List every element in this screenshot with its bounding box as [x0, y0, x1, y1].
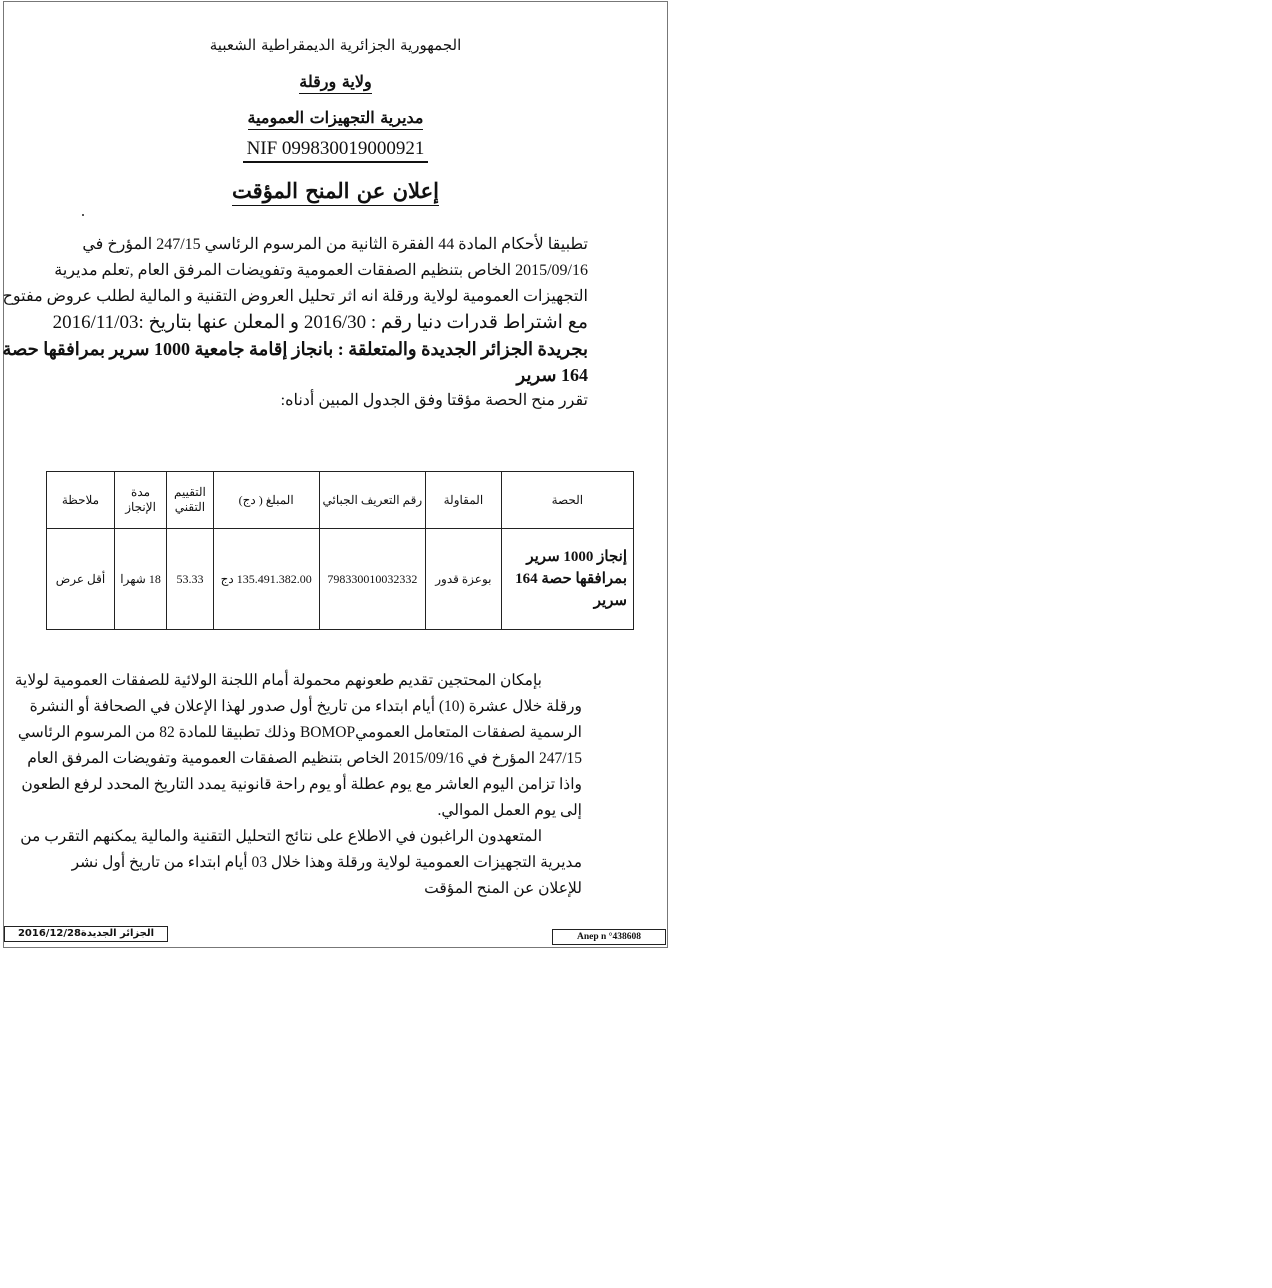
cell-lot: إنجاز 1000 سرير بمرافقها حصة 164 سرير [501, 529, 633, 630]
cell-evaluation: 53.33 [167, 529, 214, 630]
body-line: بإمكان المحتجين تقديم طعونهم محمولة أمام اللجنة الولائية للصفقات العمومية لولاية [14, 672, 542, 689]
cell-duration: 18 شهرا [114, 529, 166, 630]
col-header-evaluation: التقييم التقني [167, 472, 214, 529]
cell-tax-id: 798330010032332 [319, 529, 425, 630]
wilaya-text: ولاية ورقلة [299, 72, 371, 94]
appeal-paragraph [14, 668, 582, 902]
announcement-title-text: إعلان عن المنح المؤقت [232, 178, 439, 206]
body-line: مديرية التجهيزات العمومية لولاية ورقلة وهذا خلال 03 أيام ابتداء من تاريخ أول نشر [71, 854, 582, 871]
body-line: واذا تزامن اليوم العاشر مع يوم عطلة أو يوم راحة قانونية يمدد التاريخ المحدد لرفع الطعون [21, 776, 582, 793]
wilaya-header [4, 72, 667, 91]
announcement-title [4, 178, 667, 203]
newspaper-date-box: الجزائر الجديدة2016/12/28 [4, 926, 168, 942]
body-line: للإعلان عن المنح المؤقت [424, 880, 582, 897]
table-row [47, 529, 634, 630]
body-line: 247/15 المؤرخ في 2015/09/16 الخاص بتنظيم الصفقات العمومية وتفويضات المرفق العام [27, 750, 582, 767]
col-header-contractor: المقاولة [426, 472, 502, 529]
intro-line: التجهيزات العمومية لولاية ورقلة انه اثر تحليل العروض التقنية و المالية لطلب عروض مفتوح [2, 288, 588, 305]
col-header-tax-id: رقم التعريف الجبائي [319, 472, 425, 529]
col-header-duration: مدة الإنجاز [114, 472, 166, 529]
scan-speck [82, 214, 84, 216]
intro-line-subject: بجريدة الجزائر الجديدة والمتعلقة : بانجاز إقامة جامعية 1000 سرير بمرافقها حصة [2, 339, 588, 359]
body-line: المتعهدون الراغبون في الاطلاع على نتائج التحليل التقنية والمالية يمكنهم التقرب من [20, 828, 542, 845]
intro-line: تقرر منح الحصة مؤقتا وفق الجدول المبين أدناه: [280, 392, 588, 409]
body-line: إلى يوم العمل الموالي. [437, 802, 582, 819]
table-header-row [47, 472, 634, 529]
republic-header: الجمهورية الجزائرية الديمقراطية الشعبية [209, 36, 462, 54]
intro-paragraph [2, 232, 588, 414]
col-header-lot: الحصة [501, 472, 633, 529]
award-table [46, 471, 634, 630]
col-header-amount: المبلغ ( دج) [213, 472, 319, 529]
intro-line: 2015/09/16 الخاص بتنظيم الصفقات العمومية وتفويضات المرفق العام ,تعلم مديرية [54, 262, 588, 279]
body-line: ورقلة خلال عشرة (10) أيام ابتداء من تاريخ أول صدور لهذا الإعلان في الصحافة أو النشرة [29, 698, 582, 715]
anep-number-box: Anep n °438608 [552, 929, 666, 945]
directorate-text: مديرية التجهيزات العمومية [248, 108, 424, 130]
cell-note: أقل عرض [47, 529, 115, 630]
nif-text: NIF 099830019000921 [243, 138, 429, 163]
intro-line: مع اشتراط قدرات دنيا رقم : 2016/30 و المعلن عنها بتاريخ :2016/11/03 [52, 312, 588, 333]
col-header-note: ملاحظة [47, 472, 115, 529]
directorate-header [4, 108, 667, 127]
cell-contractor: بوعزة قدور [426, 529, 502, 630]
intro-line: تطبيقا لأحكام المادة 44 الفقرة الثانية من المرسوم الرئاسي 247/15 المؤرخ في [82, 236, 588, 253]
cell-amount: 135.491.382.00 دج [213, 529, 319, 630]
body-line: الرسمية لصفقات المتعامل العموميBOMOP وذلك تطبيقا للمادة 82 من المرسوم الرئاسي [17, 724, 582, 741]
nif-header [4, 138, 667, 160]
intro-line-subject: 164 سرير [516, 365, 588, 385]
